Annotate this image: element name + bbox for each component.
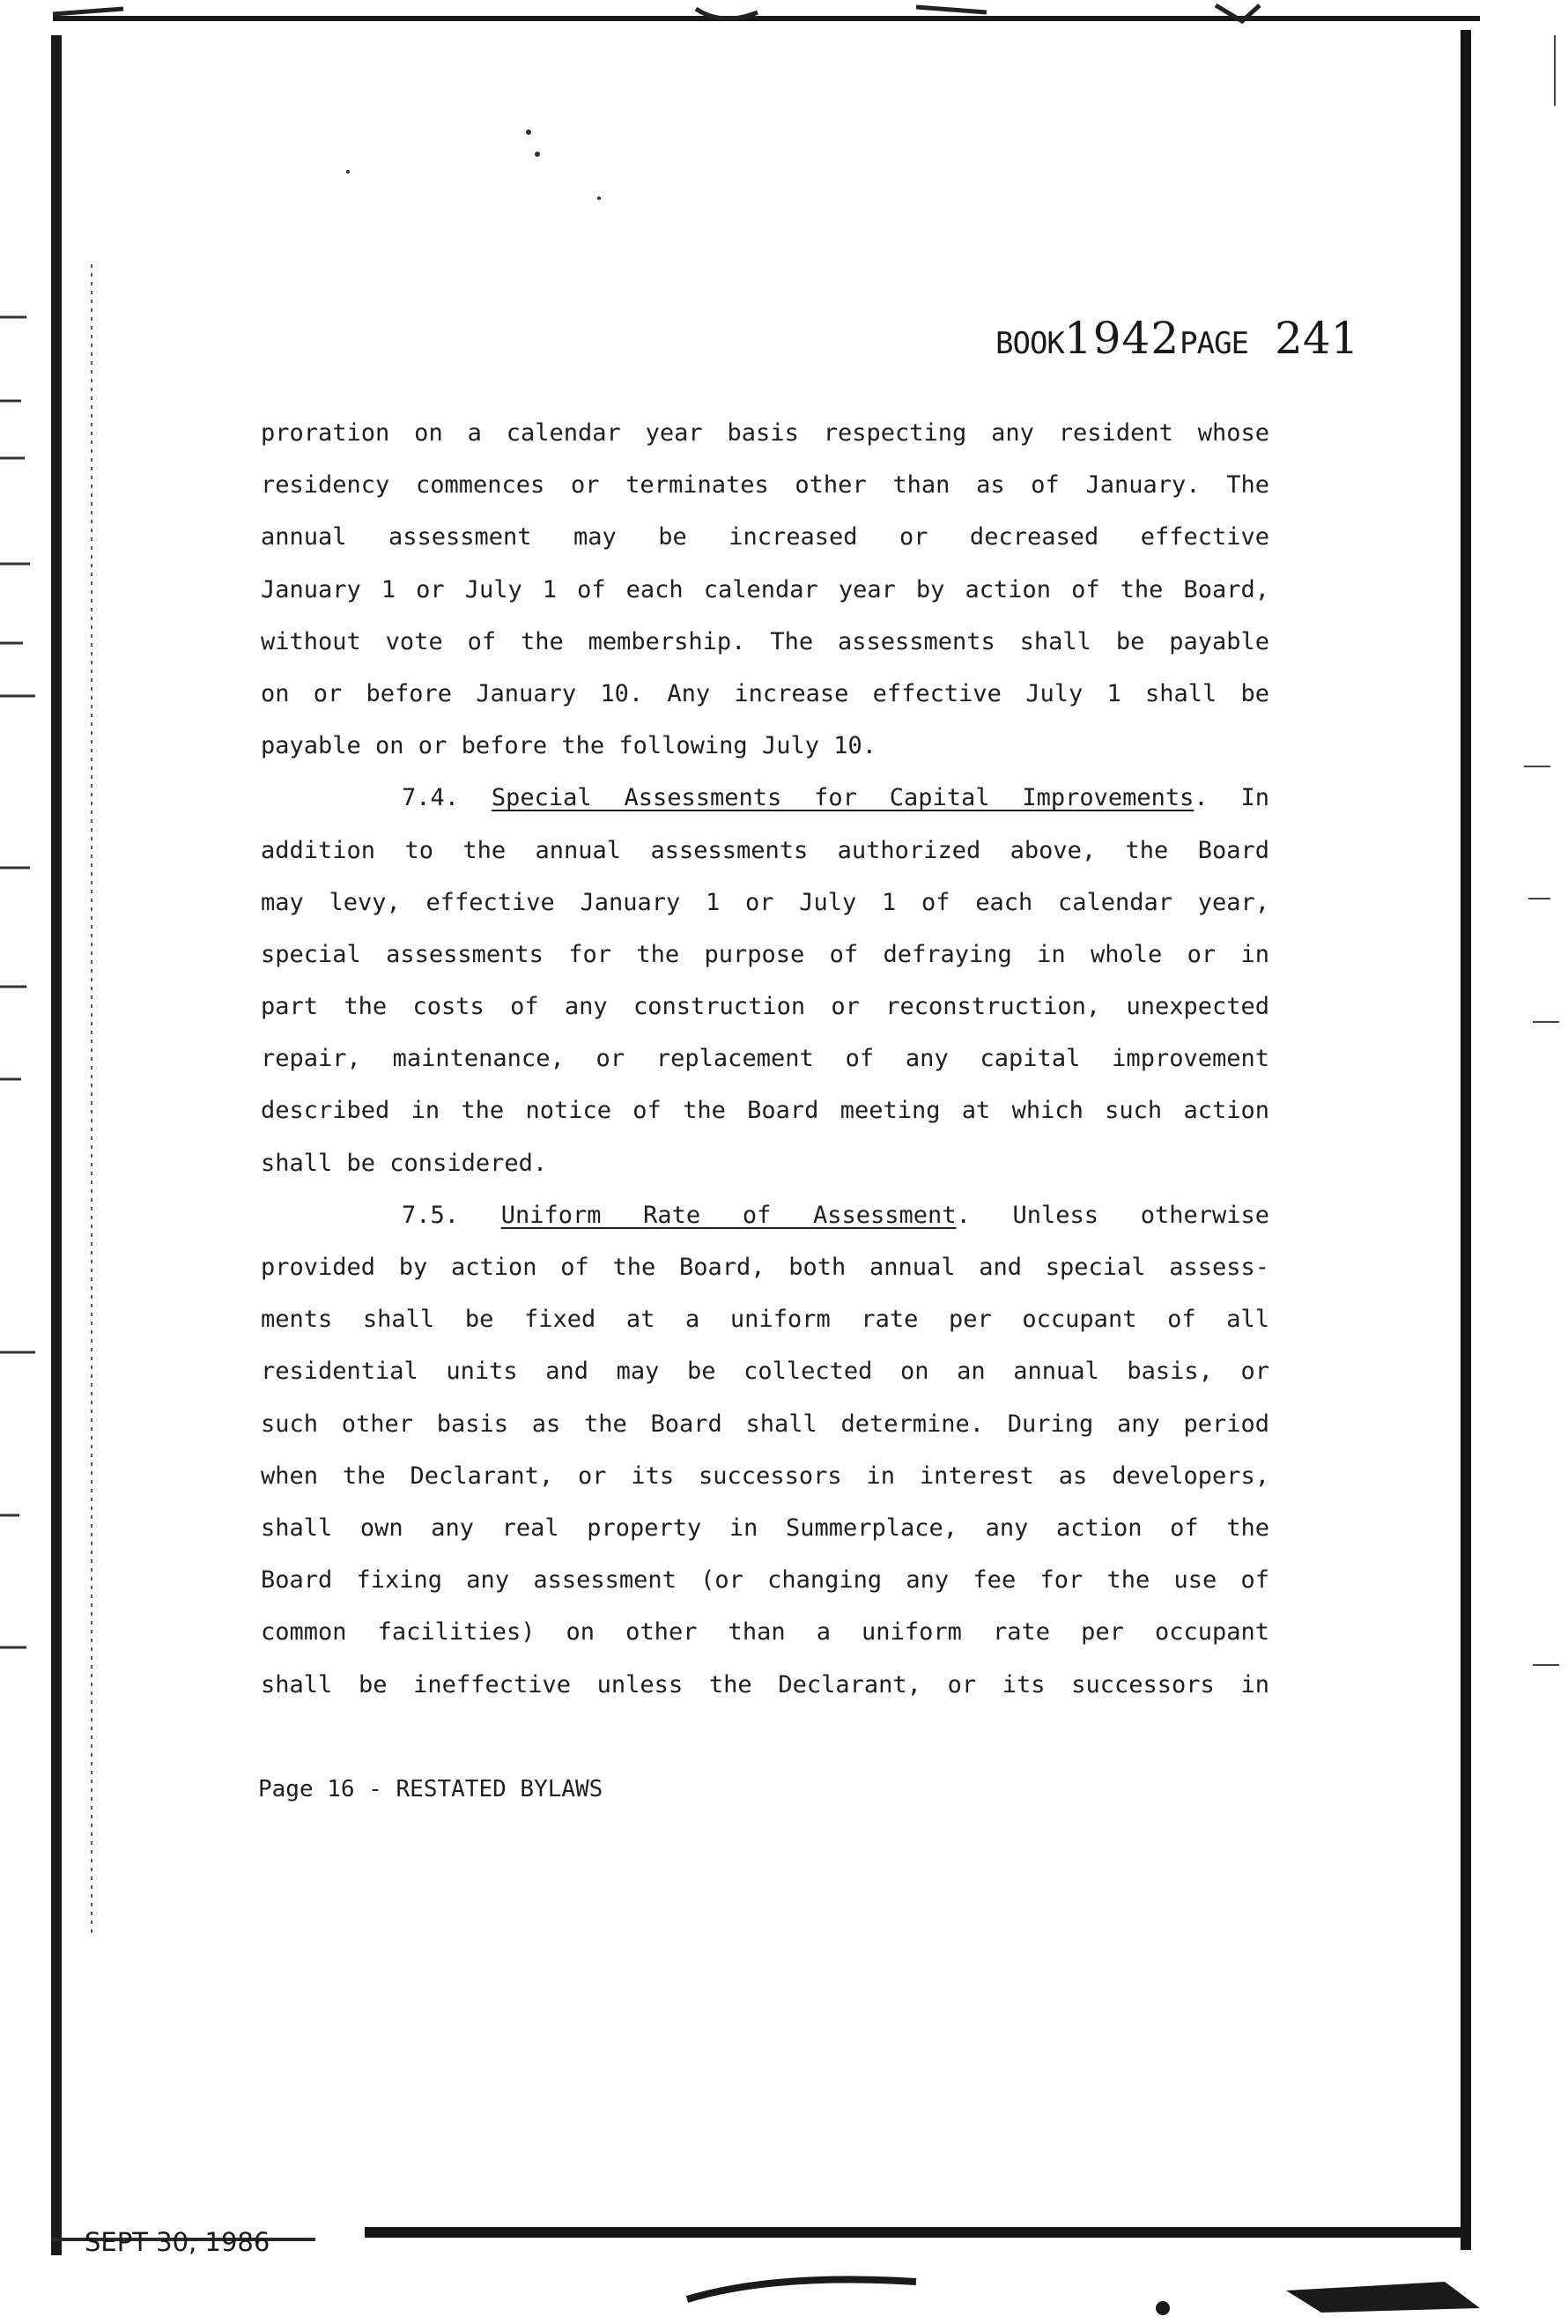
text-line: provided by action of the Board, both annual and special assess- — [261, 1254, 1269, 1281]
text-line: on or before January 10. Any increase effective July 1 shall be — [261, 679, 1269, 707]
page-number: 241 — [1275, 313, 1359, 364]
text-line: residency commences or terminates other than as of January. The — [261, 471, 1269, 500]
text-line: shall be considered. — [261, 1149, 548, 1177]
section-heading-line: 7.5. Uniform Rate of Assessment. Unless otherwise — [402, 1201, 1269, 1229]
book-page-reference — [995, 313, 1365, 374]
text-line: addition to the annual assessments authorized above, the Board — [261, 836, 1269, 864]
scan-border-left — [51, 35, 62, 2255]
document-body — [261, 407, 1269, 1711]
text-line: without vote of the membership. The assessments shall be payable — [261, 627, 1269, 655]
text-line: common facilities) on other than a uniform rate per occupant — [261, 1618, 1269, 1647]
scan-border-bottom — [365, 2227, 1471, 2238]
section-title: Special Assessments for Capital Improvements — [491, 784, 1194, 812]
page-label: PAGE — [1180, 326, 1249, 361]
text-line: may levy, effective January 1 or July 1 of each calendar year, — [261, 888, 1269, 916]
text-fragment: Unless otherwise — [1012, 1201, 1269, 1229]
text-line: described in the notice of the Board meeting at which such action — [261, 1097, 1269, 1125]
text-line: proration on a calendar year basis respecting any resident whose — [261, 419, 1269, 447]
date-stamp: SEPT 30, 1986 — [85, 2227, 270, 2257]
text-line: shall own any real property in Summerplace, any action of the — [261, 1514, 1269, 1542]
book-label: BOOK — [995, 326, 1064, 361]
text-line: such other basis as the Board shall determine. During any period — [261, 1410, 1269, 1438]
section-number: 7.5. — [402, 1201, 460, 1229]
text-line: residential units and may be collected on an annual basis, or — [261, 1358, 1269, 1386]
page-footer: Page 16 - RESTATED BYLAWS — [258, 1776, 603, 1802]
text-fragment: In — [1240, 784, 1269, 812]
text-line: January 1 or July 1 of each calendar year by action of the Board, — [261, 575, 1269, 603]
text-line: annual assessment may be increased or decreased effective — [261, 523, 1269, 551]
text-line: when the Declarant, or its successors in interest as developers, — [261, 1462, 1269, 1490]
scan-border-right — [1461, 30, 1471, 2250]
section-heading-line: 7.4. Special Assessments for Capital Improvements. In — [402, 784, 1269, 812]
text-line: payable on or before the following July 10. — [261, 732, 876, 760]
section-number: 7.4. — [402, 784, 460, 812]
scan-border-top — [53, 16, 1480, 21]
text-line: shall be ineffective unless the Declarant, or its successors in — [261, 1670, 1269, 1699]
text-line: special assessments for the purpose of defraying in whole or in — [261, 940, 1269, 968]
text-line: Board fixing any assessment (or changing any fee for the use of — [261, 1566, 1269, 1595]
book-number: 1942 — [1063, 313, 1180, 364]
section-title: Uniform Rate of Assessment — [500, 1201, 957, 1229]
text-line: repair, maintenance, or replacement of any capital improvement — [261, 1045, 1269, 1073]
text-line: part the costs of any construction or reconstruction, unexpected — [261, 993, 1269, 1021]
text-line: ments shall be fixed at a uniform rate per occupant of all — [261, 1306, 1269, 1334]
